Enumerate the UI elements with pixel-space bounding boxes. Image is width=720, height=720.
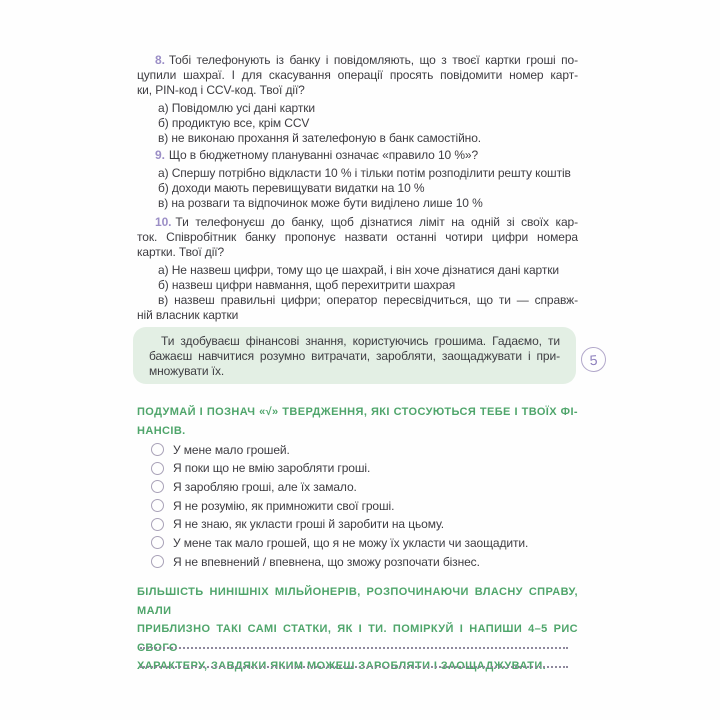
question-10-option-v-continued: ній власник картки [137, 308, 239, 322]
question-10-option-a: а) Не назвеш цифри, тому що це шахрай, і він хоче дізнатися дані картки [158, 263, 560, 277]
summary-line-2: бажаєш навчитися розумно витрачати, заробляти, заощаджувати і при- [149, 349, 560, 363]
question-8 [137, 53, 578, 146]
checkbox-circle[interactable] [151, 518, 164, 531]
checklist [137, 443, 578, 568]
question-8-line-1: 8. Тобі телефонують із банку і повідомляють, що з твоєї картки гроші по- [155, 53, 578, 67]
question-10-number: 10. [155, 215, 172, 229]
summary-line-1: Ти здобуваєш фінансові знання, користуючись грошима. Гадаємо, ти [161, 334, 560, 348]
question-10-line-3: картки. Твої дії? [137, 245, 225, 259]
checklist-row [137, 443, 578, 456]
task-heading-line-1: ПОДУМАЙ І ПОЗНАЧ «√» ТВЕРДЖЕННЯ, ЯКІ СТОСУЮТЬСЯ ТЕБЕ І ТВОЇХ ФІ- [137, 406, 578, 418]
checklist-row [137, 518, 578, 531]
question-8-option-a: а) Повідомлю усі дані картки [158, 101, 316, 115]
task-heading [137, 403, 578, 440]
question-10 [137, 215, 578, 323]
question-9-option-b: б) доходи мають перевищувати видатки на 10 % [158, 181, 425, 195]
question-8-number: 8. [155, 53, 165, 67]
question-8-options [137, 101, 578, 146]
question-9-line-1: 9. Що в бюджетному плануванні означає «правило 10 %»? [155, 148, 479, 162]
checkbox-circle[interactable] [151, 480, 164, 493]
question-10-line-1: 10. Ти телефонуєш до банку, щоб дізнатися ліміт на одній зі своїх кар- [155, 215, 578, 229]
task-heading-line-2: НАНСІВ. [137, 424, 186, 437]
checklist-label: Я не впевнений / впевнена, що зможу розпочати бізнес. [173, 554, 480, 569]
checkbox-circle[interactable] [151, 536, 164, 549]
question-8-option-v: в) не виконаю прохання й зателефоную в банк самостійно. [158, 131, 482, 145]
answer-line-1[interactable] [140, 646, 568, 649]
question-9-options [137, 166, 578, 211]
question-10-option-b: б) назвеш цифри навмання, щоб перехитрити шахрая [158, 278, 456, 292]
question-8-line-3: ки, PIN-код і CCV-код. Твої дії? [137, 83, 305, 97]
checkbox-circle[interactable] [151, 443, 164, 456]
answer-line-2[interactable] [140, 665, 568, 668]
checklist-label: Я не розумію, як примножити свої гроші. [173, 498, 395, 513]
checklist-label: Я заробляю гроші, але їх замало. [173, 479, 357, 494]
checklist-row [137, 480, 578, 493]
summary-box [133, 327, 576, 384]
question-10-option-v: в) назвеш правильні цифри; оператор пересвідчиться, що ти — справж- [158, 293, 578, 307]
checklist-row [137, 536, 578, 549]
checklist-label: Я не знаю, як укласти гроші й заробити на цьому. [173, 517, 444, 532]
question-8-line-2: цупили шахраї. І для скасування операції просять повідомити номер карт- [137, 68, 578, 82]
millionaire-note [137, 583, 578, 676]
note-line-3: ХАРАКТЕРУ, ЗАВДЯКИ ЯКИМ МОЖЕШ ЗАРОБЛЯТИ І ЗАОЩАДЖУВАТИ. [137, 660, 547, 672]
checklist-row [137, 499, 578, 512]
checklist-row [137, 462, 578, 475]
question-9-number: 9. [155, 148, 165, 162]
question-9 [137, 148, 578, 211]
checkbox-circle[interactable] [151, 499, 164, 512]
note-line-1: БІЛЬШІСТЬ НИНІШНІХ МІЛЬЙОНЕРІВ, РОЗПОЧИНАЮЧИ ВЛАСНУ СПРАВУ, МАЛИ [137, 586, 578, 617]
page-number-badge [580, 346, 607, 373]
checklist-label: Я поки що не вмію заробляти гроші. [173, 461, 371, 476]
checklist-label: У мене мало грошей. [173, 442, 290, 457]
question-10-line-2: ток. Співробітник банку пропонує назвати останні чотири цифри номера [137, 230, 578, 244]
summary-line-3: множувати їх. [149, 364, 225, 378]
checklist-row [137, 555, 578, 568]
checkbox-circle[interactable] [151, 555, 164, 568]
checkbox-circle[interactable] [151, 462, 164, 475]
checklist-label: У мене так мало грошей, що я не можу їх укласти чи заощадити. [173, 535, 529, 550]
note-line-2: ПРИБЛИЗНО ТАКІ САМІ СТАТКИ, ЯК І ТИ. ПОМІРКУЙ І НАПИШИ 4–5 РИС СВОГО [137, 623, 578, 654]
page-number: 5 [589, 351, 598, 368]
question-9-option-a: а) Спершу потрібно відкласти 10 % і тільки потім розподілити решту коштів [158, 166, 571, 180]
question-8-option-b: б) продиктую все, крім CCV [158, 116, 310, 130]
question-10-options [137, 263, 578, 323]
question-9-option-v: в) на розваги та відпочинок може бути виділено лише 10 % [158, 196, 483, 210]
